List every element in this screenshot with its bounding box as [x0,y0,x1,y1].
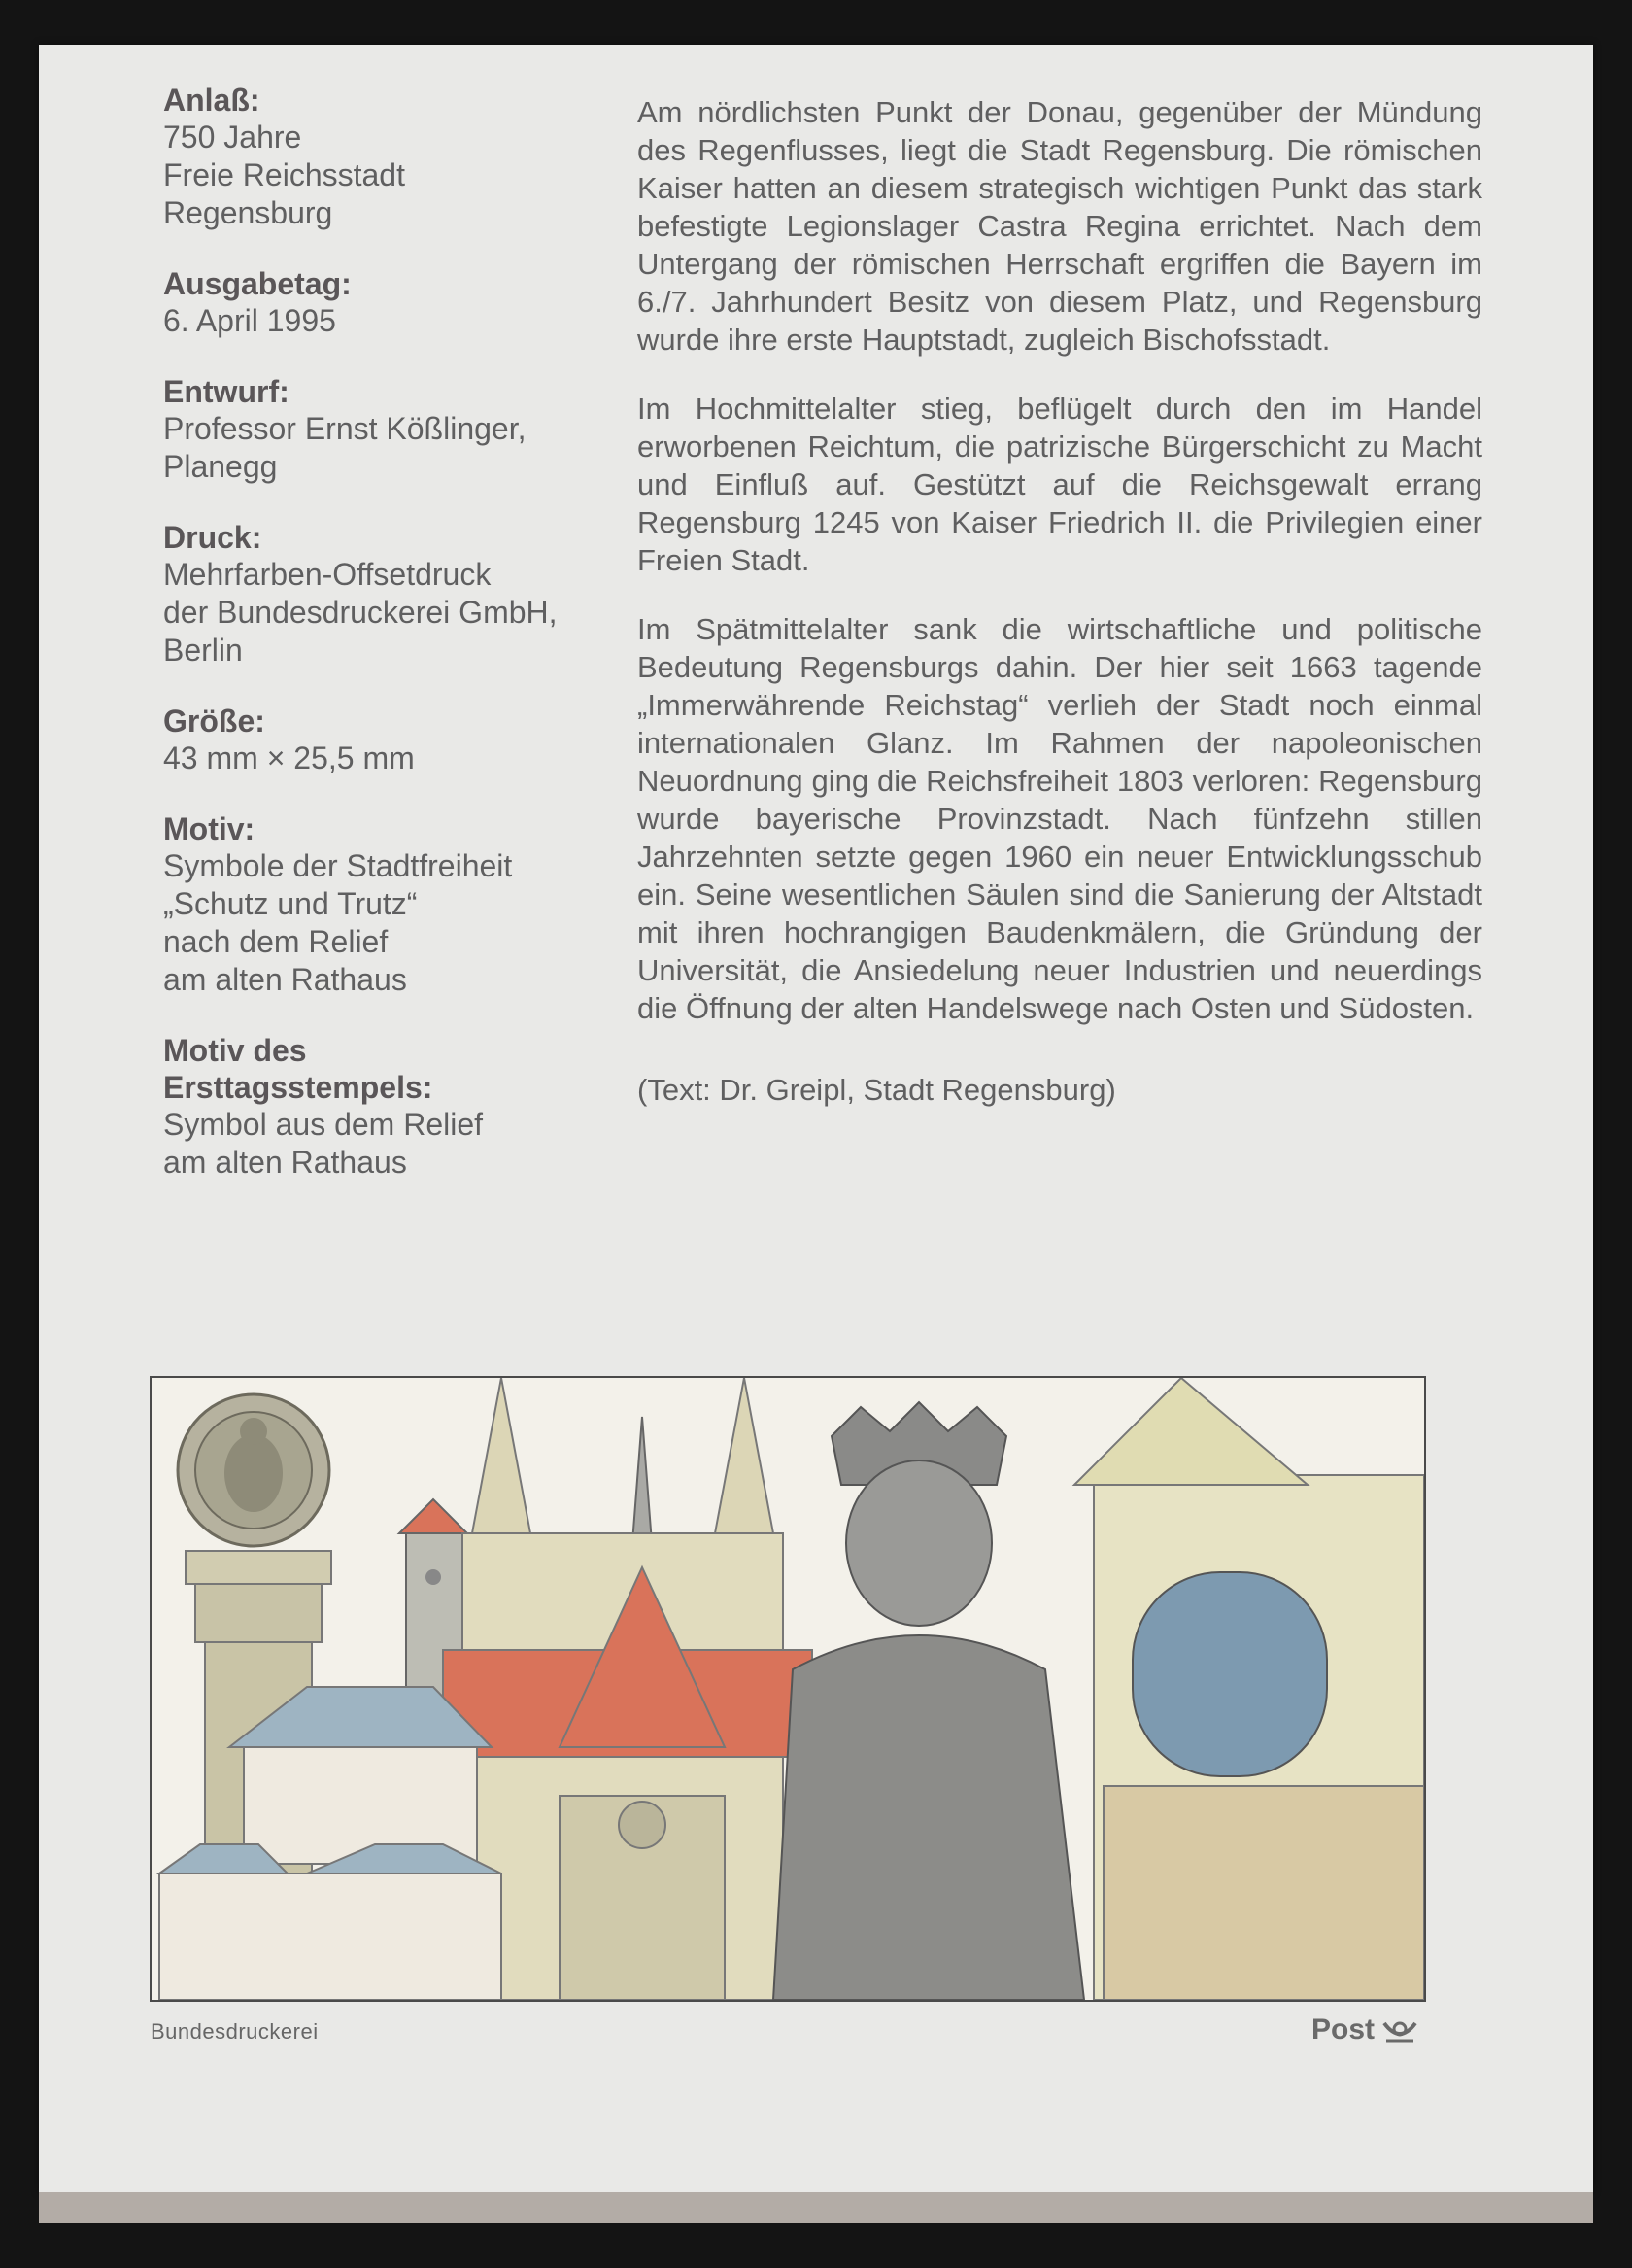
field-label: Ausgabetag: [163,266,352,301]
field-value: 43 mm × 25,5 mm [163,740,415,775]
printer-credit: Bundesdruckerei [151,2019,319,2044]
field-motif [163,810,591,999]
history-text [637,93,1482,1109]
sheet-edge [39,2192,1593,2223]
field-value: Symbole der Stadtfreiheit „Schutz und Trutz“ nach dem Relief am alten Rathaus [163,848,513,997]
field-label: Entwurf: [163,374,289,409]
post-horn-icon [1380,2015,1419,2045]
field-occasion [163,82,591,232]
paragraph: Im Hochmittelalter stieg, beflügelt durch den im Handel erworbenen Reichtum, die patrizische Bürgerschicht zu Macht und Einfluß auf. Gestützt auf die Reichsgewalt errang Regensburg 1245 von Kaiser Friedrich II. die Privilegien einer Freien Stadt. [637,392,1482,577]
issue-details [163,82,591,1215]
field-value: Symbol aus dem Relief am alten Rathaus [163,1107,484,1180]
field-value: 750 Jahre Freie Reichsstadt Regensburg [163,120,405,230]
field-label: Anlaß: [163,83,260,118]
paragraph: Im Spätmittelalter sank die wirtschaftliche und politische Bedeutung Regensburgs dahin. Der hier seit 1663 tagende „Immerwährende Reichstag“ verlieh der Stadt noch einmal internationalen Glanz. Im Rahmen der napoleonischen Neuordnung ging die Reichsfreiheit 1803 verloren: Regensburg wurde bayerische Provinzstadt. Nach fünfzehn stillen Jahrzehnten setzte gegen 1960 ein neuer Entwicklungsschub ein. Seine wesentlichen Säulen sind die Sanierung der Altstadt mit ihren hochrangigen Baudenkmälern, die Gründung der Universität, die Ansiedelung neuer Industrien und neuerdings die Öffnung der alten Handelswege nach Osten und Südosten. [637,612,1482,1025]
paragraph: Am nördlichsten Punkt der Donau, gegenüber der Mündung des Regenflusses, liegt die Stadt Regensburg. Die römischen Kaiser hatten an diesem strategisch wichtigen Punkt das stark befestigte Legionslager Castra Regina errichtet. Nach dem Untergang der römischen Herrschaft ergriffen die Bayern im 6./7. Jahrhundert Besitz von diesem Platz, und Regensburg wurde ihre erste Hauptstadt, zugleich Bischofsstadt. [637,95,1482,357]
cityscape-illustration [152,1378,1424,2000]
field-label: Druck: [163,520,262,555]
regensburg-illustration [150,1376,1426,2002]
field-label: Motiv des Ersttagsstempels: [163,1033,433,1105]
field-design [163,373,591,486]
field-value: Professor Ernst Kößlinger, Planegg [163,411,527,484]
field-issue-date [163,265,591,340]
info-sheet [39,45,1593,2192]
post-label: Post [1311,2013,1376,2045]
field-label: Größe: [163,704,265,739]
field-size [163,703,591,777]
post-logo [1311,2013,1419,2046]
field-value: Mehrfarben-Offsetdruck der Bundesdruckerei GmbH, Berlin [163,557,558,668]
field-postmark-motif [163,1032,591,1182]
field-print [163,519,591,670]
text-credit: (Text: Dr. Greipl, Stadt Regensburg) [637,1073,1116,1107]
field-value: 6. April 1995 [163,303,336,338]
field-label: Motiv: [163,811,255,846]
seal-medallion-icon [178,1394,329,1546]
